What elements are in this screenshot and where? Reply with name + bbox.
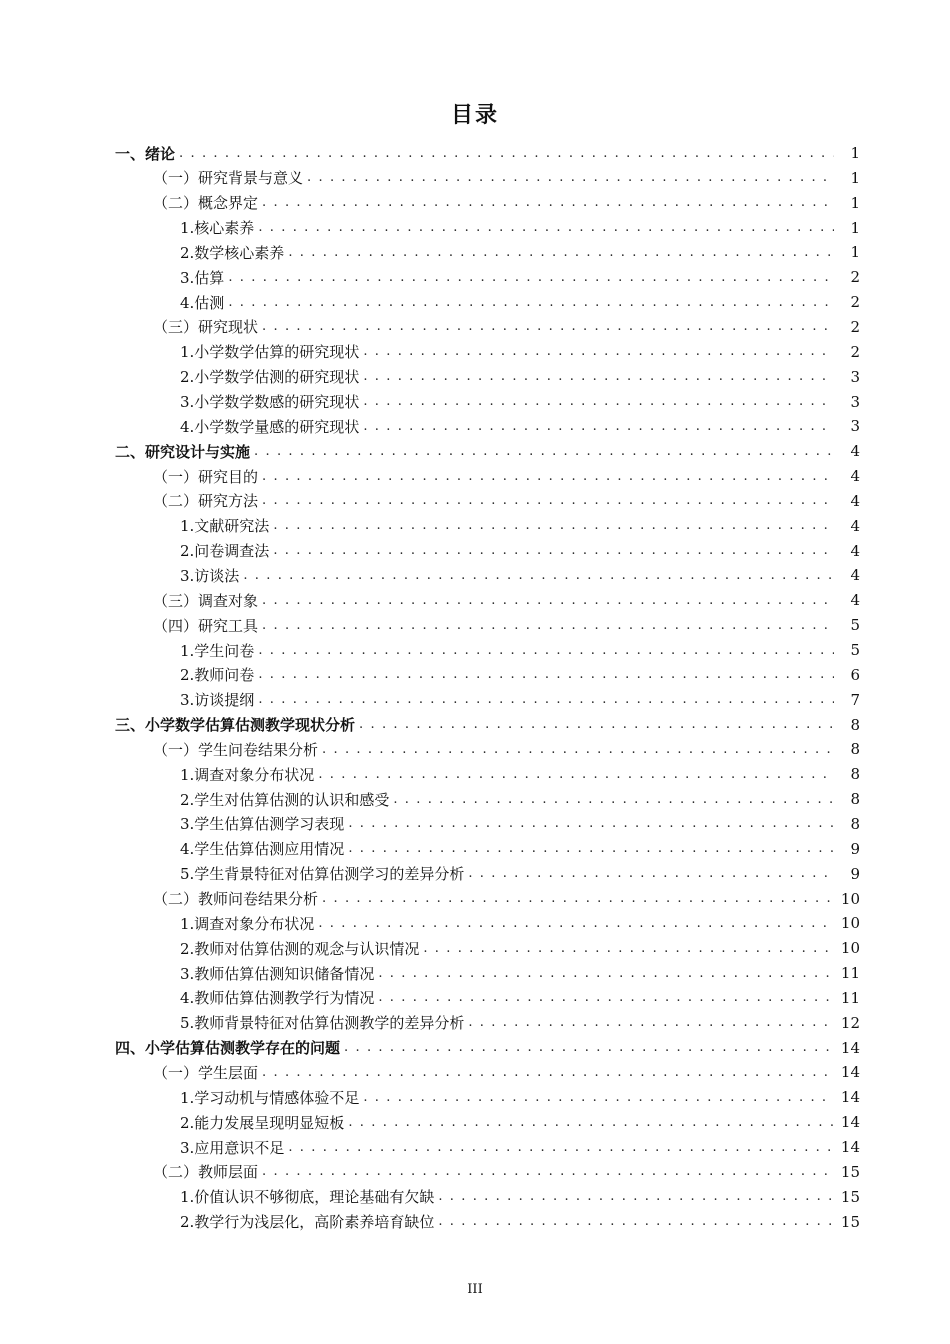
toc-entry-title: 1.调查对象分布状况	[180, 765, 315, 784]
dot-leader	[344, 1040, 834, 1055]
toc-entry[interactable]	[180, 638, 860, 662]
toc-entry[interactable]	[115, 439, 860, 463]
dot-leader	[348, 1115, 834, 1130]
toc-entry-page: 6	[850, 665, 860, 684]
toc-entry-title: （四）研究工具	[153, 616, 259, 635]
toc-entry-title: 三、小学数学估算估测教学现状分析	[115, 716, 356, 735]
toc-entry[interactable]	[180, 414, 860, 438]
toc-entry-page: 14	[840, 1038, 860, 1057]
toc-entry-page: 4	[850, 467, 860, 486]
toc-entry-title: 2.问卷调查法	[180, 542, 270, 561]
toc-entry-page: 11	[840, 988, 860, 1007]
dot-leader	[288, 1140, 834, 1155]
toc-entry-title: 四、小学估算估测教学存在的问题	[115, 1039, 341, 1058]
toc-entry-page: 1	[850, 243, 860, 262]
toc-entry[interactable]	[180, 514, 860, 538]
dot-leader	[307, 170, 834, 185]
toc-entry-title: （三）调查对象	[153, 591, 259, 610]
toc-entry-title: 1.调查对象分布状况	[180, 914, 315, 933]
toc-entry[interactable]	[153, 166, 860, 190]
dot-leader	[363, 344, 834, 359]
dot-leader	[322, 742, 834, 757]
dot-leader	[228, 295, 834, 310]
toc-entry-page: 11	[840, 964, 860, 983]
toc-entry-page: 5	[850, 641, 860, 659]
dot-leader	[258, 692, 834, 707]
dot-leader	[262, 493, 834, 508]
toc-entry-page: 5	[850, 616, 860, 635]
toc-entry-page: 2	[850, 342, 860, 361]
toc-entry[interactable]	[153, 464, 860, 488]
dot-leader	[254, 444, 834, 459]
toc-entry-page: 8	[850, 790, 860, 809]
toc-entry-title: 2.数学核心素养	[180, 243, 285, 262]
toc-entry-title: （一）学生问卷结果分析	[153, 740, 319, 759]
toc-entry[interactable]	[115, 713, 860, 737]
toc-entry[interactable]	[180, 1110, 860, 1134]
toc-entry-page: 8	[850, 814, 860, 833]
toc-entry-page: 10	[840, 939, 860, 958]
toc-entry[interactable]	[180, 961, 860, 985]
toc-entry-page: 1	[850, 168, 860, 187]
dot-leader	[318, 767, 834, 782]
toc-entry-page: 9	[850, 839, 860, 858]
dot-leader	[348, 841, 834, 856]
dot-leader	[438, 1189, 834, 1204]
dot-leader	[262, 195, 834, 210]
toc-entry-title: 2.教学行为浅层化，高阶素养培育缺位	[180, 1213, 435, 1232]
toc-entry[interactable]	[180, 1185, 860, 1209]
toc-entry-title: 4.教师估算估测教学行为情况	[180, 989, 375, 1008]
toc-entry-page: 1	[850, 193, 860, 212]
toc-entry[interactable]	[180, 862, 860, 886]
page-number: III	[467, 1282, 483, 1297]
toc-entry-page: 2	[850, 317, 860, 336]
toc-entry-title: 3.小学数学数感的研究现状	[180, 393, 360, 411]
toc-entry[interactable]	[180, 1210, 860, 1234]
dot-leader	[378, 990, 834, 1005]
toc-entry-title: 3.访谈法	[180, 566, 240, 585]
dot-leader	[262, 593, 834, 608]
toc-entry-title: （二）教师问卷结果分析	[153, 890, 319, 908]
toc-entry[interactable]	[180, 1135, 860, 1159]
toc-entry-title: 二、研究设计与实施	[115, 442, 251, 461]
dot-leader	[262, 469, 834, 484]
toc-entry-page: 3	[850, 367, 860, 386]
toc-entry-title: 2.能力发展呈现明显短板	[180, 1113, 345, 1132]
toc-entry[interactable]	[153, 1160, 860, 1184]
toc-entry-page: 15	[840, 1162, 860, 1181]
toc-entry-title: 1.小学数学估算的研究现状	[180, 343, 360, 362]
dot-leader	[273, 543, 834, 558]
toc-entry-title: 4.学生估算估测应用情况	[180, 840, 345, 859]
toc-entry-page: 9	[850, 864, 860, 883]
toc-entry[interactable]	[180, 688, 860, 712]
toc-entry-title: 2.小学数学估测的研究现状	[180, 368, 360, 387]
toc-entry-page: 8	[850, 715, 860, 734]
toc-entry[interactable]	[180, 812, 860, 836]
toc-entry-page: 10	[840, 889, 860, 908]
toc-entry-page: 15	[840, 1187, 860, 1206]
toc-entry-title: （二）概念界定	[153, 194, 259, 213]
toc-entry-title: （三）研究现状	[153, 318, 259, 337]
toc-entry-page: 10	[840, 914, 860, 933]
toc-entry-page: 1	[850, 144, 860, 162]
toc-entry-page: 4	[850, 442, 860, 461]
dot-leader	[438, 1214, 834, 1229]
dot-leader	[273, 518, 834, 533]
toc-entry-page: 4	[850, 566, 860, 585]
toc-entry-page: 15	[840, 1212, 860, 1231]
toc-entry[interactable]	[180, 539, 860, 563]
toc-entry[interactable]	[180, 663, 860, 687]
toc-entry-page: 3	[850, 417, 860, 436]
toc-entry[interactable]	[153, 315, 860, 339]
dot-leader	[363, 1090, 834, 1105]
dot-leader	[262, 319, 834, 334]
dot-leader	[363, 369, 834, 384]
toc-entry-page: 14	[840, 1138, 860, 1156]
toc-entry-title: 3.应用意识不足	[180, 1138, 285, 1157]
toc-entry-title: 1.学生问卷	[180, 641, 255, 660]
toc-entry-title: 3.访谈提纲	[180, 691, 255, 710]
dot-leader	[359, 717, 834, 732]
toc-entry-title: 3.教师估算估测知识储备情况	[180, 964, 375, 983]
toc-entry[interactable]	[180, 762, 860, 786]
toc-entry[interactable]	[180, 936, 860, 960]
dot-leader	[262, 618, 834, 633]
toc-entry-page: 12	[840, 1013, 860, 1032]
toc-entry-title: 4.估测	[180, 293, 225, 312]
toc-entry-title: 2.教师问卷	[180, 666, 255, 685]
toc-entry-page: 8	[850, 765, 860, 784]
toc-entry[interactable]	[153, 191, 860, 215]
toc-entry[interactable]	[180, 1011, 860, 1035]
toc-entry-page: 2	[850, 293, 860, 312]
toc-entry-page: 8	[850, 740, 860, 759]
toc-entry[interactable]	[115, 1036, 860, 1060]
toc-entry-title: （二）教师层面	[153, 1163, 259, 1182]
toc-entry-page: 1	[850, 218, 860, 237]
toc-entry-page: 14	[840, 1063, 860, 1082]
toc-entry-title: （一）学生层面	[153, 1063, 259, 1082]
toc-entry[interactable]	[180, 563, 860, 587]
toc-entry-title: 2.教师对估算估测的观念与认识情况	[180, 939, 420, 958]
toc-entry-title: 3.估算	[180, 268, 225, 287]
toc-entry-page: 3	[850, 392, 860, 411]
toc-entry[interactable]	[153, 737, 860, 761]
dot-leader	[468, 1015, 834, 1030]
toc-entry-title: （一）研究背景与意义	[153, 169, 304, 188]
toc-entry[interactable]	[180, 290, 860, 314]
toc-entry[interactable]	[153, 588, 860, 612]
dot-leader	[363, 419, 834, 434]
toc-entry-title: 3.学生估算估测学习表现	[180, 815, 345, 834]
toc-entry-title: 1.学习动机与情感体验不足	[180, 1088, 360, 1107]
toc-entry-title: 4.小学数学量感的研究现状	[180, 417, 360, 436]
toc-entry-title: （二）研究方法	[153, 492, 259, 511]
dot-leader	[348, 816, 834, 831]
toc-entry[interactable]	[153, 887, 860, 911]
dot-leader	[378, 966, 834, 981]
toc-entry[interactable]	[153, 613, 860, 637]
dot-leader	[228, 270, 834, 285]
toc-entry[interactable]	[180, 787, 860, 811]
toc-entry-page: 4	[850, 591, 860, 610]
dot-leader	[258, 643, 834, 658]
dot-leader	[318, 916, 834, 931]
toc-entry[interactable]	[180, 837, 860, 861]
toc-entry[interactable]	[180, 911, 860, 935]
toc-entry[interactable]	[180, 365, 860, 389]
toc-entry-title: 2.学生对估算估测的认识和感受	[180, 790, 390, 809]
toc-entry-title: 5.教师背景特征对估算估测教学的差异分析	[180, 1014, 465, 1033]
toc-entry-page: 7	[850, 690, 860, 709]
dot-leader	[363, 394, 834, 409]
dot-leader	[243, 568, 834, 583]
dot-leader	[288, 245, 834, 260]
dot-leader	[468, 866, 834, 881]
toc-entry-title: （一）研究目的	[153, 467, 259, 486]
toc-entry[interactable]	[115, 141, 860, 165]
dot-leader	[258, 220, 834, 235]
dot-leader	[258, 667, 834, 682]
toc-entry[interactable]	[180, 265, 860, 289]
toc-entry[interactable]	[180, 1085, 860, 1109]
dot-leader	[423, 941, 834, 956]
toc-entry[interactable]	[153, 489, 860, 513]
toc-entry-title: 一、绪论	[115, 144, 176, 163]
toc-entry[interactable]	[180, 986, 860, 1010]
toc-entry[interactable]	[180, 240, 860, 264]
dot-leader	[262, 1065, 834, 1080]
dot-leader	[393, 792, 834, 807]
toc-entry[interactable]	[180, 390, 860, 414]
toc-entry-page: 14	[840, 1088, 860, 1107]
toc-entry-page: 4	[850, 541, 860, 560]
toc-entry-page: 2	[850, 268, 860, 287]
toc-entry-page: 14	[840, 1113, 860, 1132]
toc-entry[interactable]	[180, 340, 860, 364]
toc-entry-title: 1.核心素养	[180, 219, 255, 238]
toc-entry-page: 4	[850, 516, 860, 535]
toc-entry-title: 1.文献研究法	[180, 517, 270, 536]
toc-entry-page: 4	[850, 491, 860, 510]
toc-entry[interactable]	[153, 1060, 860, 1084]
toc-entry[interactable]	[180, 216, 860, 240]
dot-leader	[322, 891, 834, 906]
dot-leader	[179, 146, 834, 161]
dot-leader	[262, 1164, 834, 1179]
page-title: 目录	[450, 103, 499, 128]
toc-entry-title: 5.学生背景特征对估算估测学习的差异分析	[180, 865, 465, 884]
toc-entry-title: 1.价值认识不够彻底，理论基础有欠缺	[180, 1188, 435, 1207]
